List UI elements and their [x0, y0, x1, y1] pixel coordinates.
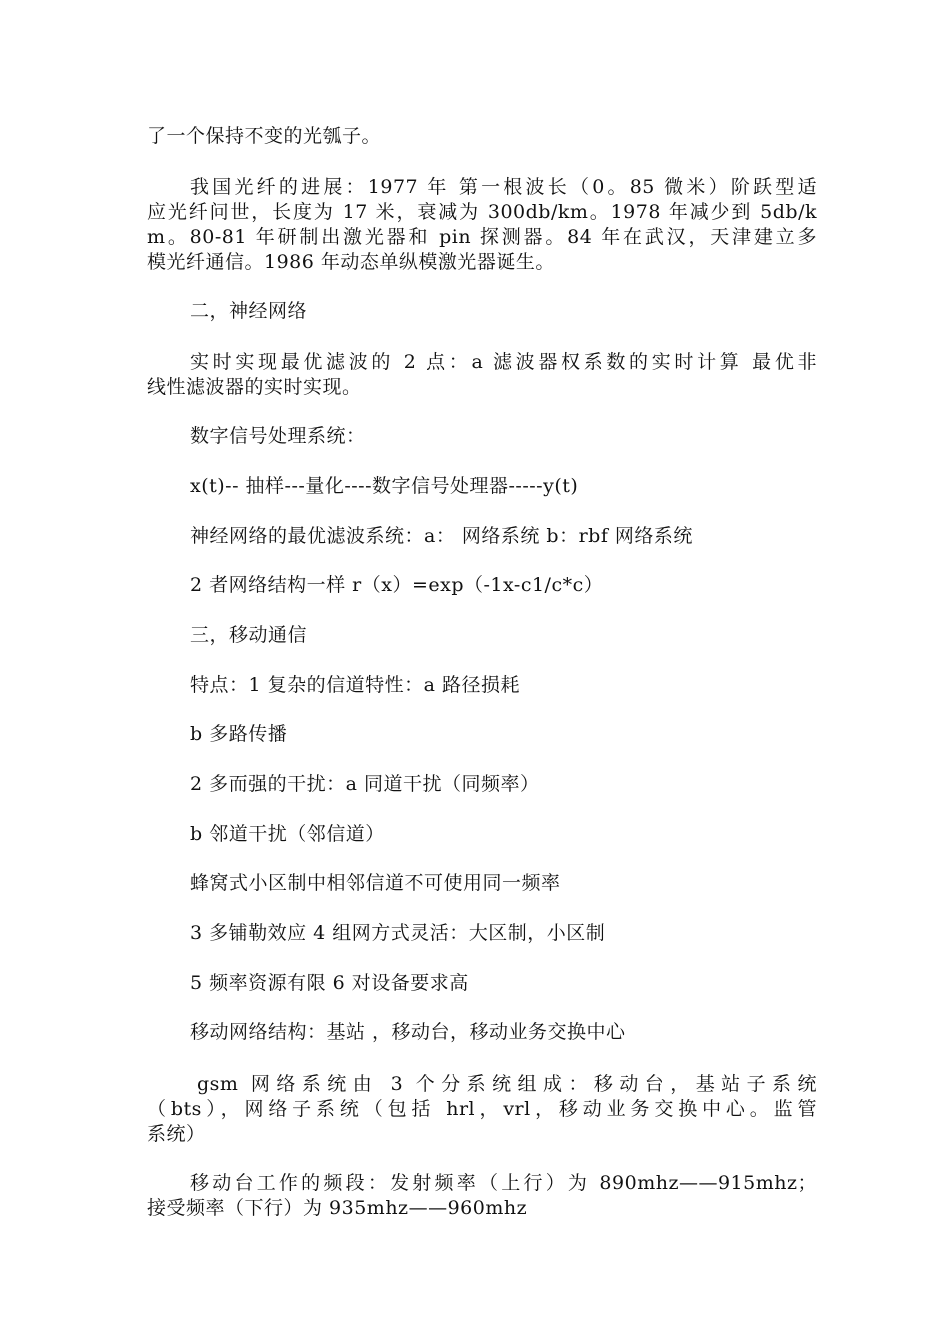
paragraph-line: b 多路传播	[190, 723, 288, 745]
paragraph-line: 我国光纤的进展：1977 年 第一根波长（0。85 微米）阶跃型适	[190, 176, 817, 198]
paragraph-line: 2 者网络结构一样 r（x）=exp（-1x-c1/c*c）	[190, 574, 604, 596]
paragraph-line: x(t)-- 抽样---量化----数字信号处理器-----y(t)	[190, 475, 579, 497]
paragraph-line: 应光纤问世，长度为 17 米，衰减为 300db/km。1978 年减少到 5db/k	[147, 201, 817, 223]
paragraph-line: 模光纤通信。1986 年动态单纵模激光器诞生。	[147, 251, 555, 273]
paragraph-line: 线性滤波器的实时实现。	[147, 376, 362, 398]
paragraph-line: 移动网络结构：基站 ，移动台，移动业务交换中心	[190, 1021, 626, 1043]
paragraph-line: 实时实现最优滤波的 2 点：a 滤波器权系数的实时计算 最优非	[190, 351, 817, 373]
paragraph-line: 数字信号处理系统：	[190, 425, 366, 447]
paragraph-line: 系统）	[147, 1123, 206, 1145]
paragraph-line: 2 多而强的干扰：a 同道干扰（同频率）	[190, 773, 540, 795]
paragraph-line: b 邻道干扰（邻信道）	[190, 823, 385, 845]
paragraph-line: gsm 网络系统由 3 个分系统组成：移动台，基站子系统	[197, 1073, 817, 1095]
paragraph-line: 接受频率（下行）为 935mhz——960mhz	[147, 1197, 528, 1219]
paragraph-line: 神经网络的最优滤波系统：a： 网络系统 b：rbf 网络系统	[190, 525, 693, 547]
paragraph-line: （bts），网络子系统（包括 hrl，vrl，移动业务交换中心。监管	[147, 1098, 817, 1120]
section-heading: 二，神经网络	[190, 300, 308, 322]
paragraph-line: 移动台工作的频段：发射频率（上行）为 890mhz——915mhz；	[190, 1172, 817, 1194]
paragraph-line: 蜂窝式小区制中相邻信道不可使用同一频率	[190, 872, 561, 894]
paragraph-line: 了一个保持不变的光瓠子。	[147, 125, 382, 147]
paragraph-line: m。80-81 年研制出激光器和 pin 探测器。84 年在武汉，天津建立多	[147, 226, 817, 248]
paragraph-line: 5 频率资源有限 6 对设备要求高	[190, 972, 469, 994]
paragraph-line: 3 多铺勒效应 4 组网方式灵活：大区制，小区制	[190, 922, 606, 944]
section-heading: 三，移动通信	[190, 624, 308, 646]
paragraph-line: 特点：1 复杂的信道特性：a 路径损耗	[190, 674, 520, 696]
